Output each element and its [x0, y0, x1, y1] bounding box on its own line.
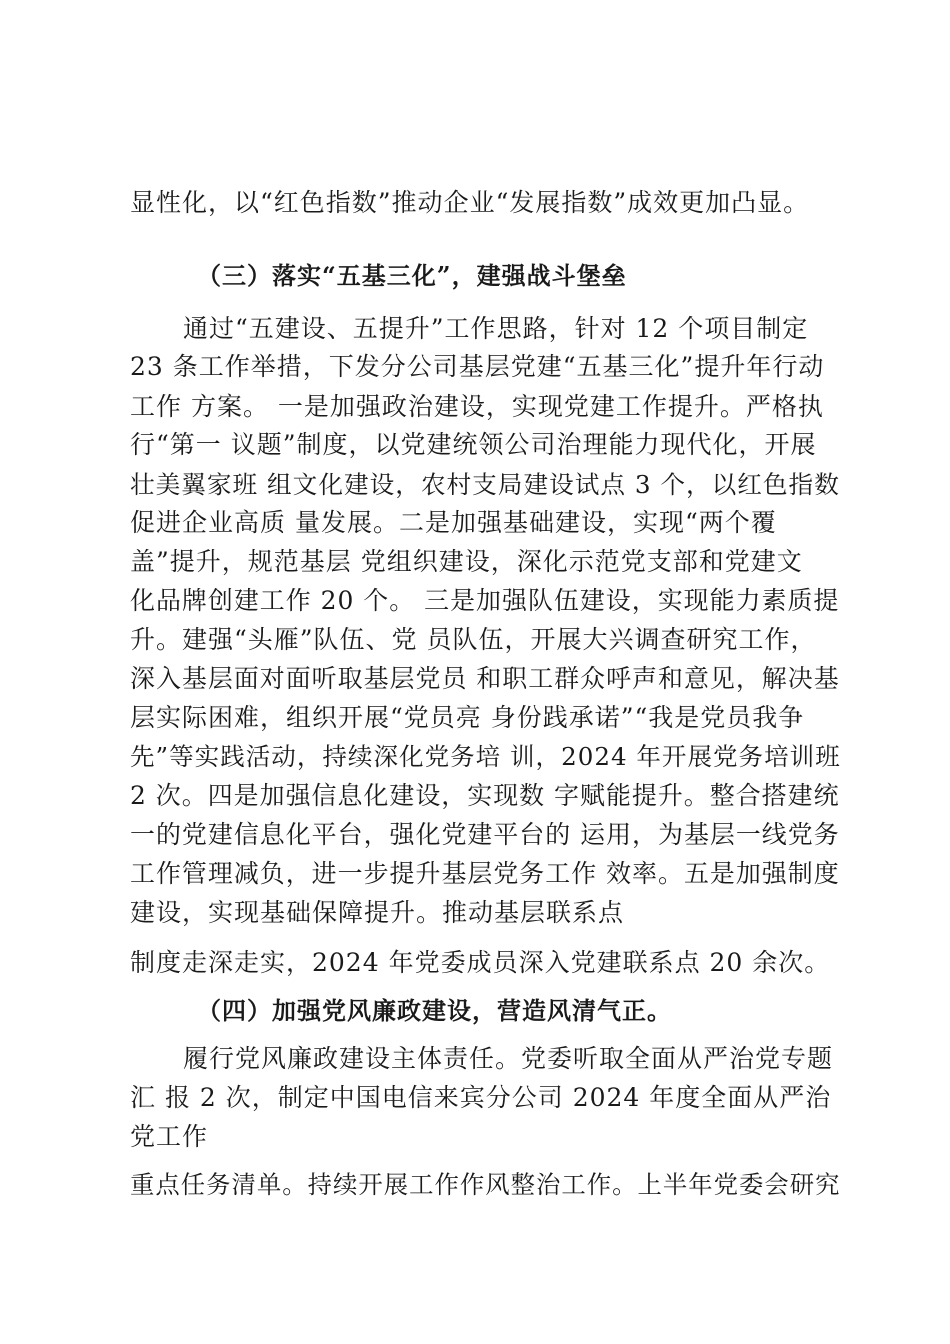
- paragraph-line: 汇 报 2 次，制定中国电信来宾分公司 2024 年度全面从严治: [130, 1083, 832, 1112]
- paragraph-line: 化品牌创建工作 20 个。 三是加强队伍建设，实现能力素质提: [130, 586, 840, 615]
- paragraph-line: 壮美翼家班 组文化建设，农村支局建设试点 3 个，以红色指数: [130, 470, 840, 499]
- section-heading: （四）加强党风廉政建设，营造风清气正。: [197, 996, 672, 1025]
- paragraph-line: 深入基层面对面听取基层党员 和职工群众呼声和意见，解决基: [130, 664, 840, 693]
- paragraph-line: 先”等实践活动，持续深化党务培 训，2024 年开展党务培训班: [130, 742, 841, 771]
- paragraph-line: 2 次。四是加强信息化建设，实现数 字赋能提升。整合搭建统: [130, 781, 840, 810]
- paragraph-line: 建设，实现基础保障提升。推动基层联系点: [130, 898, 625, 927]
- paragraph-line: 工作管理减负，进一步提升基层党务工作 效率。五是加强制度: [130, 859, 840, 888]
- paragraph-line: 工作 方案。 一是加强政治建设，实现党建工作提升。严格执: [130, 392, 824, 421]
- paragraph-line: 重点任务清单。持续开展工作作风整治工作。上半年党委会研究: [130, 1170, 841, 1199]
- paragraph-line: 升。建强“头雁”队伍、党 员队伍，开展大兴调查研究工作，: [130, 625, 817, 654]
- paragraph-line: 层实际困难，组织开展“党员亮 身份践承诺”“我是党员我争: [130, 703, 805, 732]
- paragraph-line: 23 条工作举措，下发分公司基层党建“五基三化”提升年行动: [130, 352, 825, 381]
- paragraph-line: 党工作: [130, 1122, 209, 1151]
- paragraph-line: 履行党风廉政建设主体责任。党委听取全面从严治党专题: [183, 1044, 834, 1073]
- paragraph-line: 一的党建信息化平台，强化党建平台的 运用，为基层一线党务: [130, 820, 840, 849]
- section-heading: （三）落实“五基三化”，建强战斗堡垒: [197, 261, 627, 290]
- paragraph-line: 通过“五建设、五提升”工作思路，针对 12 个项目制定: [183, 314, 809, 343]
- paragraph-line: 促进企业高质 量发展。二是加强基础建设，实现“两个覆: [130, 508, 777, 537]
- paragraph-line: 行“第一 议题”制度，以党建统领公司治理能力现代化，开展: [130, 430, 817, 459]
- paragraph-line: 制度走深走实，2024 年党委成员深入党建联系点 20 余次。: [130, 948, 831, 977]
- paragraph-line: 盖”提升，规范基层 党组织建设，深化示范党支部和党建文: [130, 547, 803, 576]
- paragraph-line: 显性化，以“红色指数”推动企业“发展指数”成效更加凸显。: [130, 188, 810, 217]
